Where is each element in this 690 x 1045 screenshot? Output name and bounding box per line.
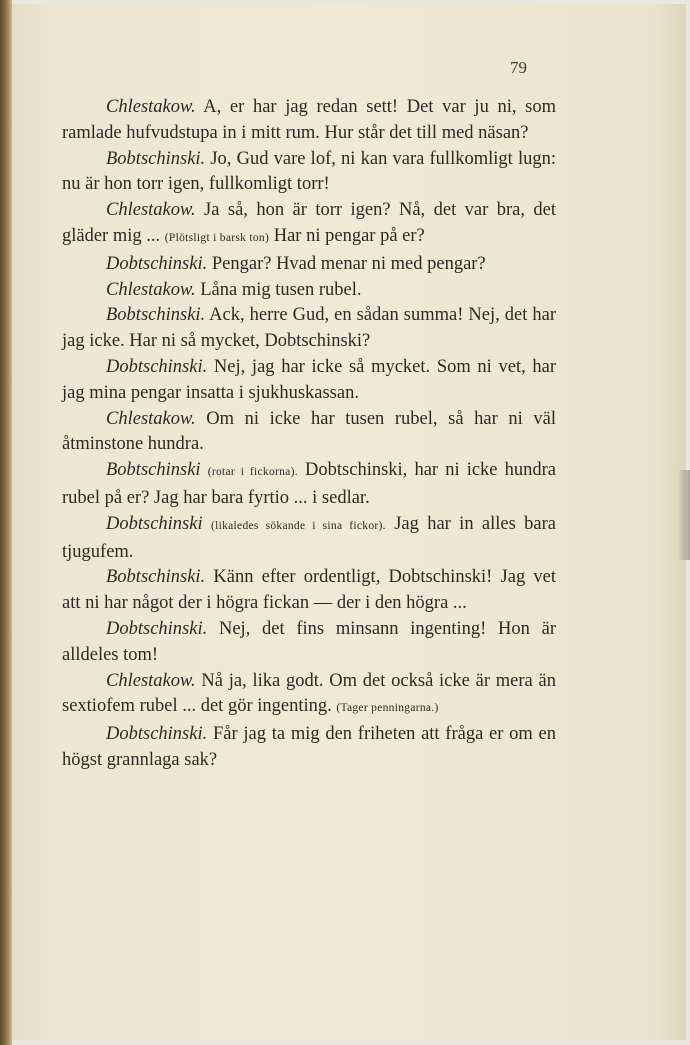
dialogue-line: [62, 198, 556, 252]
line-text: Jag har in alles bara tjugufem.: [62, 513, 557, 562]
line-text: Nej, jag har icke så mycket. Som ni vet, har jag mina pengar insatta i sjukhuskassan.: [62, 356, 557, 403]
dialogue-line: [62, 355, 556, 407]
line-text: Känn efter ordentligt, Dobtschinski! Jag vet att ni har något der i högra fickan — der i den högra ...: [62, 567, 557, 614]
dialogue-line: [62, 95, 556, 147]
speaker-name: Bobtschinski.: [106, 305, 206, 326]
line-text: Ja så, hon är torr igen? Nå, det var bra, det gläder mig ...: [62, 200, 557, 246]
speaker-name: Dobtschinski.: [106, 356, 208, 377]
book-binding: [0, 0, 12, 1045]
dialogue-line: [62, 278, 556, 304]
speaker-name: Bobtschinski: [106, 460, 201, 481]
speaker-name: Chlestakow.: [106, 200, 196, 221]
line-text: Nej, det fins minsann ingenting! Hon är alldeles tom!: [62, 618, 556, 665]
dialogue-line: [62, 722, 556, 774]
speaker-name: Chlestakow.: [106, 279, 196, 300]
dialogue-line: [62, 458, 556, 512]
line-text: Jo, Gud vare lof, ni kan vara fullkomligt lugn: nu är hon torr igen, fullkomligt torr!: [62, 148, 556, 195]
dialogue-line: [62, 565, 556, 617]
speaker-name: Dobtschinski.: [106, 724, 208, 745]
line-text: Dobtschinski, har ni icke hundra rubel på er? Jag har bara fyrtio ... i sedlar.: [62, 460, 557, 508]
line-text: Får jag ta mig den friheten att fråga er om en högst grannlaga sak?: [62, 724, 556, 770]
line-text: Om ni icke har tusen rubel, så har ni väl åtminstone hundra.: [62, 408, 557, 455]
speaker-name: Chlestakow.: [106, 97, 196, 117]
line-text: Pengar? Hvad menar ni med pengar?: [211, 253, 486, 274]
page-edge-shadow: [678, 470, 690, 560]
line-text: A, er har jag redan sett! Det var ju ni, som ramlade hufvudstupa in i mitt rum. Hur står det till med näsan?: [62, 97, 557, 143]
dialogue-line: [62, 512, 556, 566]
dialogue-line: [62, 147, 556, 199]
stage-direction: (likaledes sökande i sina fickor).: [210, 519, 386, 532]
speaker-name: Bobtschinski.: [106, 567, 206, 588]
dialogue-line: [62, 617, 556, 669]
dialogue-line: [62, 252, 556, 278]
line-text: Ack, herre Gud, en sådan summa! Nej, det har jag icke. Har ni så mycket, Dobtschinski?: [62, 305, 556, 352]
dialogue-text: [62, 95, 556, 774]
stage-direction: (Tager penningarna.): [336, 702, 439, 715]
dialogue-line: [62, 303, 556, 355]
page-number: 79: [510, 58, 527, 77]
speaker-name: Dobtschinski.: [106, 253, 208, 274]
speaker-name: Dobtschinski: [106, 513, 203, 534]
dialogue-line: [62, 669, 556, 723]
line-text: Har ni pengar på er?: [273, 225, 425, 246]
stage-direction: (Plötsligt i barsk ton): [164, 231, 270, 244]
speaker-name: Chlestakow.: [106, 408, 196, 429]
line-text: Nå ja, lika godt. Om det också icke är mera än sextiofem rubel ... det gör ingenting.: [62, 670, 556, 717]
line-text: Låna mig tusen rubel.: [200, 279, 362, 300]
dialogue-line: [62, 407, 556, 459]
speaker-name: Bobtschinski.: [106, 148, 206, 169]
speaker-name: Chlestakow.: [106, 670, 196, 691]
speaker-name: Dobtschinski.: [106, 618, 208, 639]
stage-direction: (rotar i fickorna).: [207, 466, 298, 479]
